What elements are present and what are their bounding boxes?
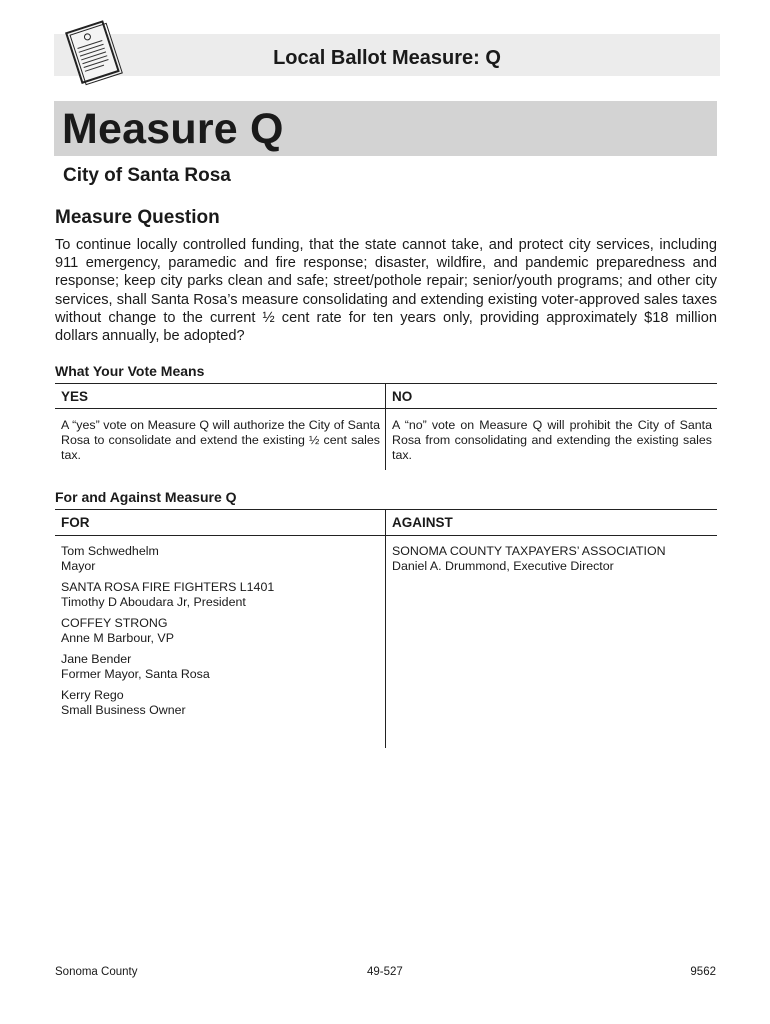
against-label: AGAINST (392, 515, 453, 530)
column-divider (385, 384, 386, 470)
no-text: A “no” vote on Measure Q will prohibit the City of Santa Rosa from consolidating and extending the existing sales tax. (392, 418, 712, 462)
supporter-name: Tom Schwedhelm (61, 544, 159, 558)
divider (55, 383, 717, 384)
for-list (61, 544, 380, 724)
divider (55, 408, 717, 409)
divider (55, 535, 717, 536)
supporter-title: Small Business Owner (61, 703, 186, 717)
opponent-name: SONOMA COUNTY TAXPAYERS’ ASSOCIATION (392, 544, 666, 558)
supporter-name: Jane Bender (61, 652, 132, 666)
supporter-name: SANTA ROSA FIRE FIGHTERS L1401 (61, 580, 275, 594)
vote-means-heading: What Your Vote Means (55, 363, 205, 379)
column-divider (385, 510, 386, 748)
against-list (392, 544, 712, 580)
supporter-entry (61, 688, 380, 718)
supporter-title: Timothy D Aboudara Jr, President (61, 595, 246, 609)
supporter-name: Kerry Rego (61, 688, 124, 702)
supporter-entry (61, 580, 380, 610)
supporter-entry (61, 652, 380, 682)
for-label: FOR (61, 515, 90, 530)
supporter-title: Mayor (61, 559, 96, 573)
supporter-title: Former Mayor, Santa Rosa (61, 667, 210, 681)
yes-label: YES (61, 389, 89, 404)
supporter-entry (61, 544, 380, 574)
no-label: NO (392, 389, 413, 404)
yes-text: A “yes” vote on Measure Q will authorize the City of Santa Rosa to consolidate and extend the existing ½ cent sales tax. (61, 418, 380, 462)
footer-county: Sonoma County (55, 966, 138, 978)
for-against-heading: For and Against Measure Q (55, 489, 237, 505)
footer-page-number: 49-527 (367, 966, 403, 978)
question-heading: Measure Question (55, 207, 220, 228)
measure-title: Measure Q (62, 105, 284, 153)
supporter-title: Anne M Barbour, VP (61, 631, 174, 645)
opponent-title: Daniel A. Drummond, Executive Director (392, 559, 614, 573)
supporter-entry (61, 616, 380, 646)
jurisdiction: City of Santa Rosa (63, 165, 231, 186)
question-text: To continue locally controlled funding, that the state cannot take, and protect city services, including 911 emergency, paramedic and fire response; disaster, wildfire, and pandemic preparedness and response; keep city parks clean and safe; street/pothole repair; senior/youth programs; and other city services, shall Santa Rosa’s measure consolidating and extending existing voter-approved sales taxes without change to the current ½ cent rate for ten years only, providing approximately $18 million dollars annually, be adopted? (55, 237, 717, 345)
footer-code: 9562 (690, 966, 716, 978)
divider (55, 509, 717, 510)
header-title: Local Ballot Measure: Q (273, 47, 501, 69)
opponent-entry (392, 544, 712, 574)
supporter-name: COFFEY STRONG (61, 616, 168, 630)
